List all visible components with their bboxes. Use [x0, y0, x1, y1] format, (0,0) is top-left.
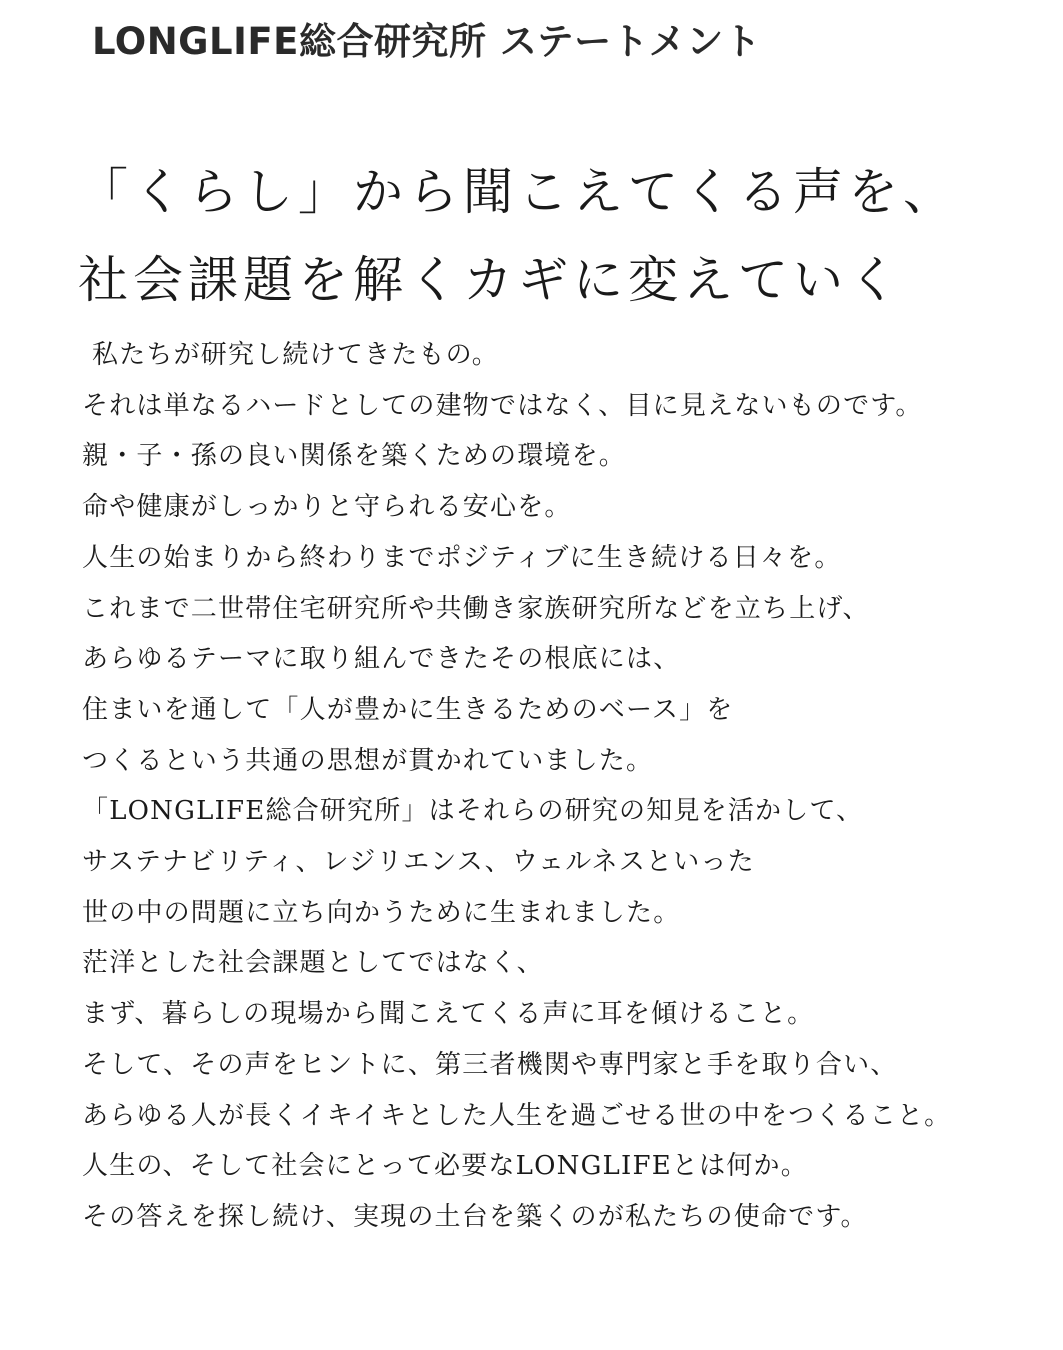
- statement-line: その答えを探し続け、実現の土台を築くのが私たちの使命です。: [82, 1201, 868, 1232]
- statement-line: 人生の、そして社会にとって必要なLONGLIFEとは何か。: [82, 1151, 808, 1182]
- statement-line: 私たちが研究し続けてきたもの。: [92, 340, 499, 370]
- statement-line: 茫洋とした社会課題としてではなく、: [82, 948, 544, 979]
- statement-line: 世の中の問題に立ち向かうために生まれました。: [82, 897, 681, 928]
- statement-line: 「LONGLIFE総合研究所」はそれらの研究の知見を活かして、: [82, 796, 864, 827]
- statement-line: これまで二世帯住宅研究所や共働き家族研究所などを立ち上げ、: [82, 593, 870, 624]
- statement-line: あらゆる人が長くイキイキとした人生を過ごせる世の中をつくること。: [82, 1100, 952, 1131]
- statement-line: 親・子・孫の良い関係を築くための環境を。: [82, 441, 627, 472]
- statement-line: あらゆるテーマに取り組んできたその根底には、: [82, 644, 681, 675]
- headline: [78, 148, 958, 324]
- statement-line: つくるという共通の思想が貫かれていました。: [82, 745, 654, 776]
- statement-line: それは単なるハードとしての建物ではなく、目に見えないものです。: [82, 390, 923, 421]
- statement-line: 住まいを通して「人が豊かに生きるためのベース」を: [82, 694, 734, 725]
- statement-line: 人生の始まりから終わりまでポジティブに生き続ける日々を。: [82, 542, 842, 573]
- statement-line: まず、暮らしの現場から聞こえてくる声に耳を傾けること。: [82, 999, 815, 1030]
- page-title: LONGLIFE総合研究所 ステートメント: [92, 20, 762, 63]
- statement-line: そして、その声をヒントに、第三者機関や専門家と手を取り合い、: [82, 1049, 898, 1080]
- statement-line: サステナビリティ、レジリエンス、ウェルネスといった: [82, 847, 755, 878]
- statement-line: 命や健康がしっかりと守られる安心を。: [82, 492, 572, 523]
- statement-body: [82, 330, 951, 1243]
- headline-line-2: 社会課題を解くカギに変えていく: [78, 251, 903, 309]
- headline-line-1: 「くらし」から聞こえてくる声を、: [78, 163, 958, 221]
